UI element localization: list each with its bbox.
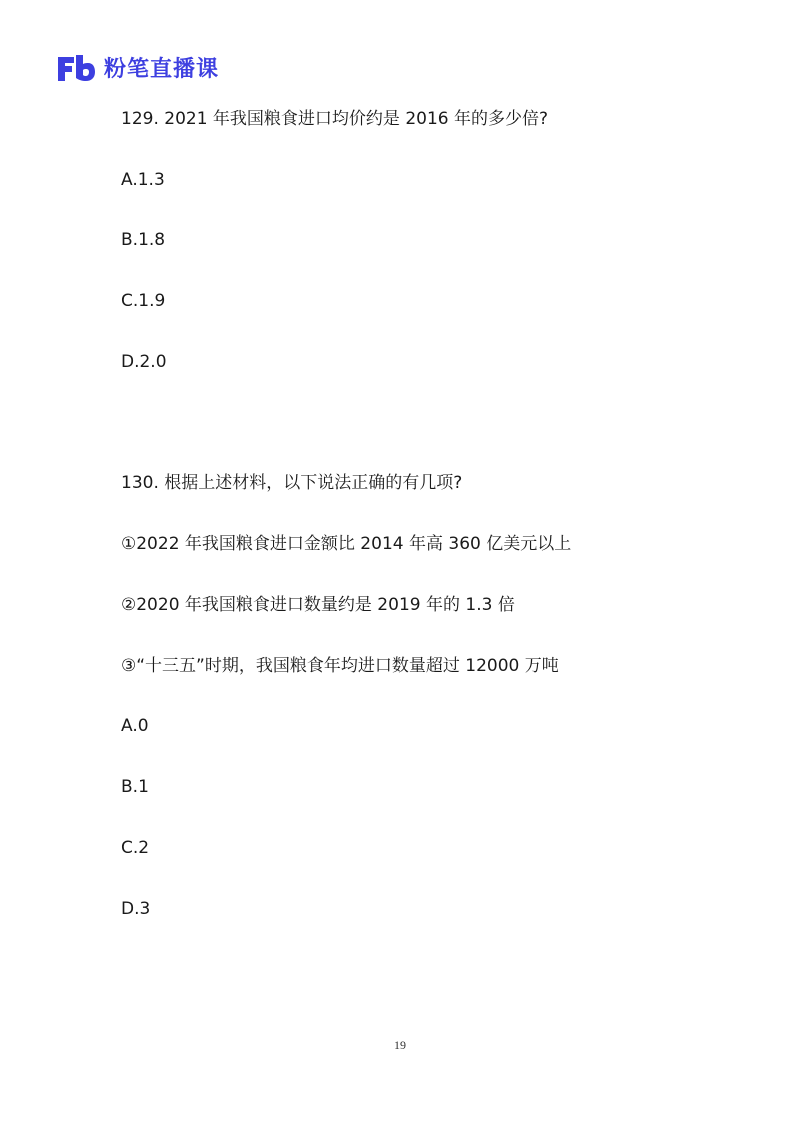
q130-option-a: A.0 xyxy=(121,716,149,736)
brand-text: 粉笔直播课 xyxy=(104,57,220,82)
q129-option-b: B.1.8 xyxy=(121,230,166,250)
q129-option-a: A.1.3 xyxy=(121,170,165,190)
header-logo xyxy=(56,52,219,83)
page-number: 19 xyxy=(394,1038,406,1052)
q130-option-c: C.2 xyxy=(121,838,150,858)
q129-option-d: D.2.0 xyxy=(121,352,167,372)
q130-statement-2: ②2020 年我国粮食进口数量约是 2019 年的 1.3 倍 xyxy=(121,595,515,615)
question-130: 130. 根据上述材料，以下说法正确的有几项? xyxy=(121,473,463,493)
q130-statement-3: ③“十三五”时期，我国粮食年均进口数量超过 12000 万吨 xyxy=(121,656,559,676)
fb-logo-icon xyxy=(56,53,96,83)
q130-option-b: B.1 xyxy=(121,777,149,797)
q130-option-d: D.3 xyxy=(121,899,151,919)
question-129: 129. 2021 年我国粮食进口均价约是 2016 年的多少倍? xyxy=(121,109,549,129)
q130-statement-1: ①2022 年我国粮食进口金额比 2014 年高 360 亿美元以上 xyxy=(121,534,572,554)
q129-option-c: C.1.9 xyxy=(121,291,166,311)
